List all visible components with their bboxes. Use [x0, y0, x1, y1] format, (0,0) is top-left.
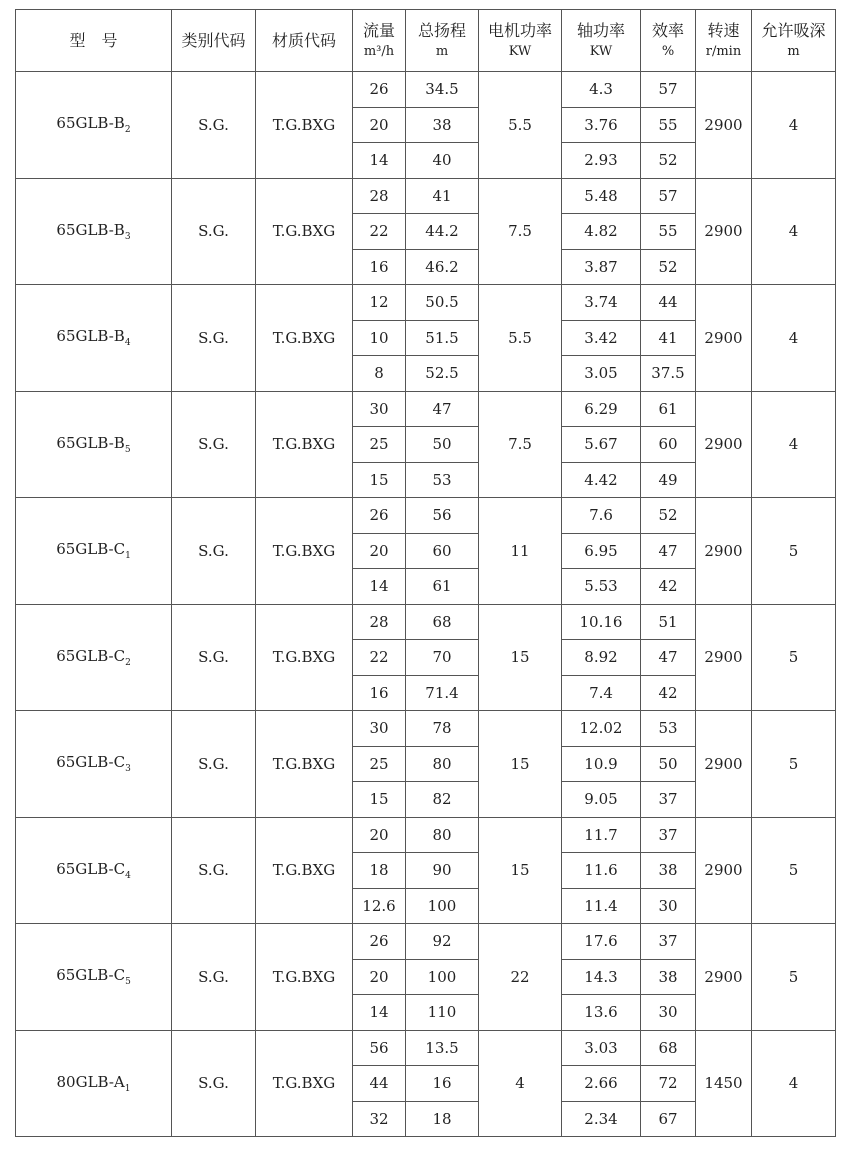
flow-cell: 14: [353, 143, 406, 179]
header-suction-label: 允许吸深: [761, 20, 826, 40]
flow-cell: 22: [353, 640, 406, 676]
material-cell: T.G.BXG: [256, 285, 353, 392]
speed-cell: 2900: [696, 285, 752, 392]
model-subscript: 1: [124, 1083, 131, 1094]
model-subscript: 4: [125, 870, 131, 881]
flow-cell: 26: [353, 498, 406, 534]
suction-depth-cell: 5: [752, 817, 836, 924]
speed-cell: 2900: [696, 817, 752, 924]
header-category-label: 类别代码: [181, 31, 246, 50]
suction-depth-cell: 4: [752, 178, 836, 285]
category-cell: S.G.: [172, 391, 256, 498]
shaft-power-cell: 7.4: [562, 675, 641, 711]
head-cell: 16: [406, 1066, 479, 1102]
head-cell: 80: [406, 817, 479, 853]
efficiency-cell: 37: [641, 782, 696, 818]
header-head: [406, 10, 479, 72]
shaft-power-cell: 5.48: [562, 178, 641, 214]
shaft-power-cell: 3.74: [562, 285, 641, 321]
flow-cell: 15: [353, 782, 406, 818]
model-name: 65GLB-C: [56, 966, 126, 985]
head-cell: 47: [406, 391, 479, 427]
header-eff-unit: %: [661, 43, 675, 59]
header-shaft: [562, 10, 641, 72]
motor-power-cell: 22: [479, 924, 562, 1031]
efficiency-cell: 37: [641, 924, 696, 960]
header-flow-label: 流量: [362, 20, 395, 40]
shaft-power-cell: 10.9: [562, 746, 641, 782]
flow-cell: 16: [353, 675, 406, 711]
flow-cell: 56: [353, 1030, 406, 1066]
model-cell: [16, 604, 172, 711]
header-model: [16, 10, 172, 72]
efficiency-cell: 57: [641, 178, 696, 214]
flow-cell: 18: [353, 853, 406, 889]
head-cell: 34.5: [406, 72, 479, 108]
head-cell: 38: [406, 107, 479, 143]
header-flow: [353, 10, 406, 72]
suction-depth-cell: 4: [752, 72, 836, 179]
category-cell: S.G.: [172, 604, 256, 711]
head-cell: 60: [406, 533, 479, 569]
speed-cell: 2900: [696, 178, 752, 285]
efficiency-cell: 49: [641, 462, 696, 498]
flow-cell: 10: [353, 320, 406, 356]
pump-spec-table: [15, 9, 836, 1137]
shaft-power-cell: 3.76: [562, 107, 641, 143]
table-row: [16, 285, 836, 321]
model-name: 65GLB-B: [56, 433, 125, 452]
model-subscript: 2: [125, 657, 131, 668]
head-cell: 110: [406, 995, 479, 1031]
efficiency-cell: 30: [641, 888, 696, 924]
header-suction-unit: m: [787, 43, 800, 59]
flow-cell: 22: [353, 214, 406, 250]
head-cell: 71.4: [406, 675, 479, 711]
spec-table-container: [15, 9, 836, 1137]
table-row: [16, 178, 836, 214]
table-row: [16, 604, 836, 640]
shaft-power-cell: 8.92: [562, 640, 641, 676]
motor-power-cell: 5.5: [479, 285, 562, 392]
flow-cell: 20: [353, 533, 406, 569]
table-header: [16, 10, 836, 72]
model-name: 65GLB-B: [56, 114, 125, 133]
model-name: 65GLB-C: [56, 540, 126, 559]
header-speed: [696, 10, 752, 72]
table-body: [16, 72, 836, 1137]
head-cell: 50: [406, 427, 479, 463]
model-name: 65GLB-B: [56, 220, 125, 239]
motor-power-cell: 7.5: [479, 178, 562, 285]
efficiency-cell: 68: [641, 1030, 696, 1066]
table-row: [16, 72, 836, 108]
model-cell: [16, 817, 172, 924]
head-cell: 78: [406, 711, 479, 747]
shaft-power-cell: 4.42: [562, 462, 641, 498]
header-eff-label: 效率: [651, 20, 684, 40]
flow-cell: 12: [353, 285, 406, 321]
flow-cell: 28: [353, 178, 406, 214]
model-subscript: 3: [125, 764, 131, 775]
flow-cell: 20: [353, 959, 406, 995]
suction-depth-cell: 5: [752, 711, 836, 818]
head-cell: 53: [406, 462, 479, 498]
motor-power-cell: 11: [479, 498, 562, 605]
shaft-power-cell: 3.87: [562, 249, 641, 285]
suction-depth-cell: 4: [752, 1030, 836, 1137]
model-name: 65GLB-C: [56, 753, 126, 772]
category-cell: S.G.: [172, 1030, 256, 1137]
efficiency-cell: 30: [641, 995, 696, 1031]
material-cell: T.G.BXG: [256, 72, 353, 179]
header-material: [256, 10, 353, 72]
shaft-power-cell: 6.95: [562, 533, 641, 569]
header-shaft-unit: KW: [589, 43, 613, 59]
head-cell: 52.5: [406, 356, 479, 392]
model-cell: [16, 1030, 172, 1137]
header-row: [16, 10, 836, 72]
head-cell: 90: [406, 853, 479, 889]
model-name: 65GLB-C: [56, 859, 126, 878]
material-cell: T.G.BXG: [256, 604, 353, 711]
head-cell: 50.5: [406, 285, 479, 321]
material-cell: T.G.BXG: [256, 498, 353, 605]
header-eff: [641, 10, 696, 72]
header-model-label: 型 号: [69, 31, 118, 50]
shaft-power-cell: 12.02: [562, 711, 641, 747]
speed-cell: 2900: [696, 391, 752, 498]
model-cell: [16, 285, 172, 392]
material-cell: T.G.BXG: [256, 924, 353, 1031]
flow-cell: 30: [353, 711, 406, 747]
flow-cell: 44: [353, 1066, 406, 1102]
material-cell: T.G.BXG: [256, 817, 353, 924]
shaft-power-cell: 2.34: [562, 1101, 641, 1137]
material-cell: T.G.BXG: [256, 1030, 353, 1137]
head-cell: 100: [406, 959, 479, 995]
speed-cell: 2900: [696, 711, 752, 818]
header-motor: [479, 10, 562, 72]
header-material-label: 材质代码: [271, 31, 336, 50]
head-cell: 46.2: [406, 249, 479, 285]
shaft-power-cell: 2.93: [562, 143, 641, 179]
motor-power-cell: 7.5: [479, 391, 562, 498]
efficiency-cell: 55: [641, 107, 696, 143]
header-motor-unit: KW: [508, 43, 532, 59]
efficiency-cell: 72: [641, 1066, 696, 1102]
suction-depth-cell: 4: [752, 285, 836, 392]
category-cell: S.G.: [172, 924, 256, 1031]
model-name: 65GLB-B: [56, 327, 125, 346]
header-suction: [752, 10, 836, 72]
head-cell: 51.5: [406, 320, 479, 356]
category-cell: S.G.: [172, 817, 256, 924]
table-row: [16, 498, 836, 534]
speed-cell: 1450: [696, 1030, 752, 1137]
efficiency-cell: 50: [641, 746, 696, 782]
head-cell: 70: [406, 640, 479, 676]
head-cell: 68: [406, 604, 479, 640]
category-cell: S.G.: [172, 72, 256, 179]
efficiency-cell: 42: [641, 569, 696, 605]
shaft-power-cell: 10.16: [562, 604, 641, 640]
motor-power-cell: 15: [479, 711, 562, 818]
category-cell: S.G.: [172, 498, 256, 605]
head-cell: 80: [406, 746, 479, 782]
shaft-power-cell: 11.7: [562, 817, 641, 853]
efficiency-cell: 47: [641, 640, 696, 676]
flow-cell: 16: [353, 249, 406, 285]
flow-cell: 14: [353, 569, 406, 605]
model-subscript: 5: [125, 977, 131, 988]
category-cell: S.G.: [172, 178, 256, 285]
suction-depth-cell: 4: [752, 391, 836, 498]
shaft-power-cell: 7.6: [562, 498, 641, 534]
material-cell: T.G.BXG: [256, 178, 353, 285]
flow-cell: 25: [353, 427, 406, 463]
table-row: [16, 391, 836, 427]
efficiency-cell: 52: [641, 498, 696, 534]
head-cell: 100: [406, 888, 479, 924]
shaft-power-cell: 11.6: [562, 853, 641, 889]
flow-cell: 8: [353, 356, 406, 392]
model-cell: [16, 498, 172, 605]
speed-cell: 2900: [696, 924, 752, 1031]
efficiency-cell: 37: [641, 817, 696, 853]
motor-power-cell: 15: [479, 817, 562, 924]
table-row: [16, 1030, 836, 1066]
efficiency-cell: 57: [641, 72, 696, 108]
head-cell: 18: [406, 1101, 479, 1137]
shaft-power-cell: 14.3: [562, 959, 641, 995]
model-subscript: 3: [124, 231, 131, 242]
head-cell: 41: [406, 178, 479, 214]
shaft-power-cell: 2.66: [562, 1066, 641, 1102]
head-cell: 92: [406, 924, 479, 960]
head-cell: 40: [406, 143, 479, 179]
efficiency-cell: 38: [641, 959, 696, 995]
material-cell: T.G.BXG: [256, 711, 353, 818]
model-name: 80GLB-A: [56, 1072, 125, 1091]
flow-cell: 12.6: [353, 888, 406, 924]
model-subscript: 1: [125, 551, 131, 562]
shaft-power-cell: 3.05: [562, 356, 641, 392]
flow-cell: 26: [353, 924, 406, 960]
suction-depth-cell: 5: [752, 604, 836, 711]
speed-cell: 2900: [696, 72, 752, 179]
header-head-unit: m: [435, 43, 449, 59]
flow-cell: 32: [353, 1101, 406, 1137]
shaft-power-cell: 6.29: [562, 391, 641, 427]
model-cell: [16, 178, 172, 285]
motor-power-cell: 15: [479, 604, 562, 711]
efficiency-cell: 52: [641, 143, 696, 179]
flow-cell: 20: [353, 107, 406, 143]
efficiency-cell: 61: [641, 391, 696, 427]
head-cell: 61: [406, 569, 479, 605]
efficiency-cell: 55: [641, 214, 696, 250]
table-row: [16, 924, 836, 960]
efficiency-cell: 60: [641, 427, 696, 463]
head-cell: 13.5: [406, 1030, 479, 1066]
speed-cell: 2900: [696, 498, 752, 605]
header-head-label: 总扬程: [417, 20, 466, 40]
head-cell: 82: [406, 782, 479, 818]
shaft-power-cell: 3.42: [562, 320, 641, 356]
efficiency-cell: 52: [641, 249, 696, 285]
flow-cell: 28: [353, 604, 406, 640]
header-flow-unit: m³/h: [363, 43, 395, 59]
efficiency-cell: 41: [641, 320, 696, 356]
header-speed-label: 转速: [707, 20, 740, 40]
shaft-power-cell: 11.4: [562, 888, 641, 924]
model-subscript: 5: [124, 444, 131, 455]
efficiency-cell: 38: [641, 853, 696, 889]
table-row: [16, 711, 836, 747]
header-speed-unit: r/min: [705, 43, 742, 59]
speed-cell: 2900: [696, 604, 752, 711]
flow-cell: 20: [353, 817, 406, 853]
motor-power-cell: 5.5: [479, 72, 562, 179]
shaft-power-cell: 4.3: [562, 72, 641, 108]
suction-depth-cell: 5: [752, 924, 836, 1031]
model-cell: [16, 391, 172, 498]
header-motor-label: 电机功率: [487, 20, 552, 40]
efficiency-cell: 42: [641, 675, 696, 711]
material-cell: T.G.BXG: [256, 391, 353, 498]
category-cell: S.G.: [172, 711, 256, 818]
shaft-power-cell: 4.82: [562, 214, 641, 250]
model-cell: [16, 72, 172, 179]
efficiency-cell: 51: [641, 604, 696, 640]
motor-power-cell: 4: [479, 1030, 562, 1137]
shaft-power-cell: 5.53: [562, 569, 641, 605]
model-cell: [16, 924, 172, 1031]
flow-cell: 25: [353, 746, 406, 782]
flow-cell: 15: [353, 462, 406, 498]
shaft-power-cell: 3.03: [562, 1030, 641, 1066]
efficiency-cell: 67: [641, 1101, 696, 1137]
flow-cell: 14: [353, 995, 406, 1031]
shaft-power-cell: 17.6: [562, 924, 641, 960]
flow-cell: 26: [353, 72, 406, 108]
efficiency-cell: 37.5: [641, 356, 696, 392]
shaft-power-cell: 9.05: [562, 782, 641, 818]
table-row: [16, 817, 836, 853]
header-shaft-label: 轴功率: [576, 20, 625, 40]
model-cell: [16, 711, 172, 818]
model-subscript: 2: [124, 125, 131, 136]
category-cell: S.G.: [172, 285, 256, 392]
model-subscript: 4: [124, 338, 131, 349]
model-name: 65GLB-C: [56, 646, 126, 665]
suction-depth-cell: 5: [752, 498, 836, 605]
shaft-power-cell: 5.67: [562, 427, 641, 463]
head-cell: 44.2: [406, 214, 479, 250]
flow-cell: 30: [353, 391, 406, 427]
efficiency-cell: 53: [641, 711, 696, 747]
head-cell: 56: [406, 498, 479, 534]
efficiency-cell: 44: [641, 285, 696, 321]
header-category: [172, 10, 256, 72]
shaft-power-cell: 13.6: [562, 995, 641, 1031]
efficiency-cell: 47: [641, 533, 696, 569]
